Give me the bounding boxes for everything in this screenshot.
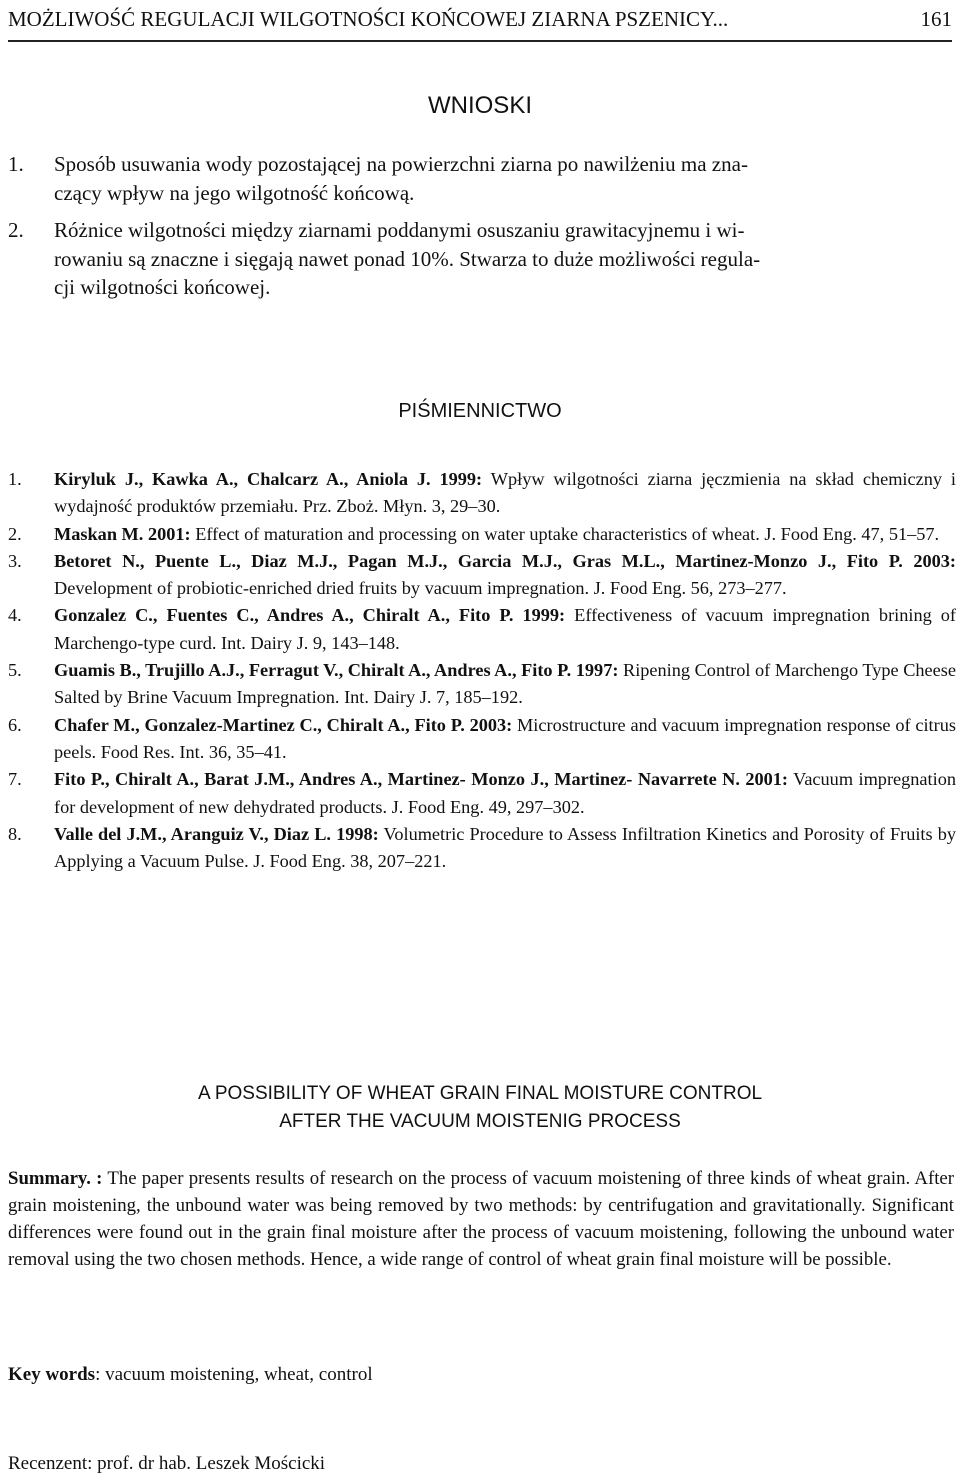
reference-number: 6. xyxy=(8,714,22,735)
reference-year: 2001: xyxy=(739,769,789,790)
conclusion-number: 1. xyxy=(8,152,24,176)
reviewer: Recenzent: prof. dr hab. Leszek Mościcki xyxy=(8,1453,326,1474)
english-title-line: A POSSIBILITY OF WHEAT GRAIN FINAL MOISTURE CONTROL xyxy=(197,1083,763,1104)
running-header xyxy=(8,6,952,42)
reference-year: 1998: xyxy=(331,823,379,844)
reference-authors: Valle del J.M., Aranguiz V., Diaz L. xyxy=(54,823,331,844)
conclusion-line: czący wpływ na jego wilgotność końcową. xyxy=(54,180,415,205)
english-title-line: AFTER THE VACUUM MOISTENIG PROCESS xyxy=(279,1111,681,1132)
reference-text: Vacuum impregnation for development of new dehydrated products. J. Food Eng. 49, 297–302. xyxy=(54,769,956,817)
reference-item xyxy=(8,548,956,603)
reference-item xyxy=(8,712,956,767)
references-list xyxy=(8,466,956,875)
reference-authors: Fito P., Chiralt A., Barat J.M., Andres A., Martinez- Monzo J., Martinez- Navarrete N. xyxy=(54,769,740,790)
reference-item xyxy=(8,602,956,657)
reference-authors: Gonzalez C., Fuentes C., Andres A., Chiralt A., Fito P. xyxy=(54,605,514,626)
summary xyxy=(8,1165,954,1273)
english-title xyxy=(0,1080,960,1136)
reference-text: Effect of maturation and processing on water uptake characteristics of wheat. J. Food Eng. 47, 51–57. xyxy=(190,523,940,544)
keywords-text: : vacuum moistening, wheat, control xyxy=(95,1364,373,1385)
reference-year: 1999: xyxy=(513,605,566,626)
conclusion-item-1 xyxy=(8,150,952,207)
keywords xyxy=(8,1361,373,1389)
conclusion-line: cji wilgotności końcowej. xyxy=(54,275,271,299)
conclusion-line: Różnice wilgotności między ziarnami poddanymi osuszaniu grawitacyjnemu i wi- xyxy=(54,218,745,242)
reference-text: Ripening Control of Marchengo Type Cheese Salted by Brine Vacuum Impregnation. Int. Dairy J. 7, 185–192. xyxy=(54,660,956,708)
reference-number: 3. xyxy=(8,550,22,571)
reference-item xyxy=(8,657,956,712)
reference-authors: Maskan M. xyxy=(54,523,144,544)
reference-text: Effectiveness of vacuum impregnation brining of Marchengo-type curd. Int. Dairy J. 9, 143–148. xyxy=(54,605,956,653)
page-number: 161 xyxy=(920,7,952,31)
reference-text: Volumetric Procedure to Assess Infiltration Kinetics and Porosity of Fruits by Applying a Vacuum Pulse. J. Food Eng. 38, 207–221. xyxy=(54,823,956,872)
reference-item xyxy=(8,821,956,876)
reference-item xyxy=(8,766,956,821)
reference-authors: Chafer M., Gonzalez-Martinez C., Chiralt A., Fito P. xyxy=(54,714,465,735)
reference-authors: Betoret N., Puente L., Diaz M.J., Pagan M.J., Garcia M.J., Gras M.L., Martinez-Monzo J., Fito P. xyxy=(54,550,903,571)
summary-label: Summary. : xyxy=(8,1168,103,1189)
reference-year: 2003: xyxy=(464,714,513,735)
reference-year: 1999: xyxy=(430,469,483,489)
reference-number: 5. xyxy=(8,660,22,681)
reference-text: Wpływ wilgotności ziarna jęczmienia na skład chemiczny i wydajność produktów przemiału. Prz. Zboż. Młyn. 3, 29–30. xyxy=(54,469,956,517)
running-title: MOŻLIWOŚĆ REGULACJI WILGOTNOŚCI KOŃCOWEJ ZIARNA PSZENICY... xyxy=(8,7,729,31)
reference-number: 7. xyxy=(8,769,22,790)
reference-number: 2. xyxy=(8,523,22,544)
conclusion-number: 2. xyxy=(8,218,24,242)
reference-number: 1. xyxy=(8,469,22,489)
reference-year: 2001: xyxy=(143,523,191,544)
summary-text: The paper presents results of research on the process of vacuum moistening of three kinds of wheat grain. After grain moistening, the unbound water was being removed by two methods: by centrifugation and gravitationally. Significant differences were found out in the grain final moisture after the process of vacuum moistening, following the unbound water removal using the two chosen methods. Hence, a wide range of control of wheat grain final moisture will be possible. xyxy=(8,1168,955,1270)
reference-number: 4. xyxy=(8,605,22,626)
references-heading: PIŚMIENNICTWO xyxy=(398,400,562,422)
reference-item xyxy=(8,521,956,548)
reference-text: Microstructure and vacuum impregnation response of citrus peels. Food Res. Int. 36, 35–41. xyxy=(54,714,956,762)
reference-year: 1997: xyxy=(571,660,619,681)
reference-text: Development of probiotic-enriched dried fruits by vacuum impregnation. J. Food Eng. 56, 273–277. xyxy=(54,578,787,599)
conclusion-item-2 xyxy=(8,216,952,302)
conclusion-line: rowaniu są znaczne i sięgają nawet ponad 10%. Stwarza to duże możliwości regula- xyxy=(54,246,761,271)
reference-authors: Kiryluk J., Kawka A., Chalcarz A., Aniola J. xyxy=(54,469,431,489)
reference-authors: Guamis B., Trujillo A.J., Ferragut V., Chiralt A., Andres A., Fito P. xyxy=(54,660,572,681)
keywords-label: Key words xyxy=(8,1364,96,1385)
reference-item xyxy=(8,466,956,521)
reference-number: 8. xyxy=(8,823,22,844)
conclusion-line: Sposób usuwania wody pozostającej na powierzchni ziarna po nawilżeniu ma zna- xyxy=(54,152,748,176)
reference-year: 2003: xyxy=(902,550,956,571)
conclusions-heading: WNIOSKI xyxy=(427,92,532,119)
